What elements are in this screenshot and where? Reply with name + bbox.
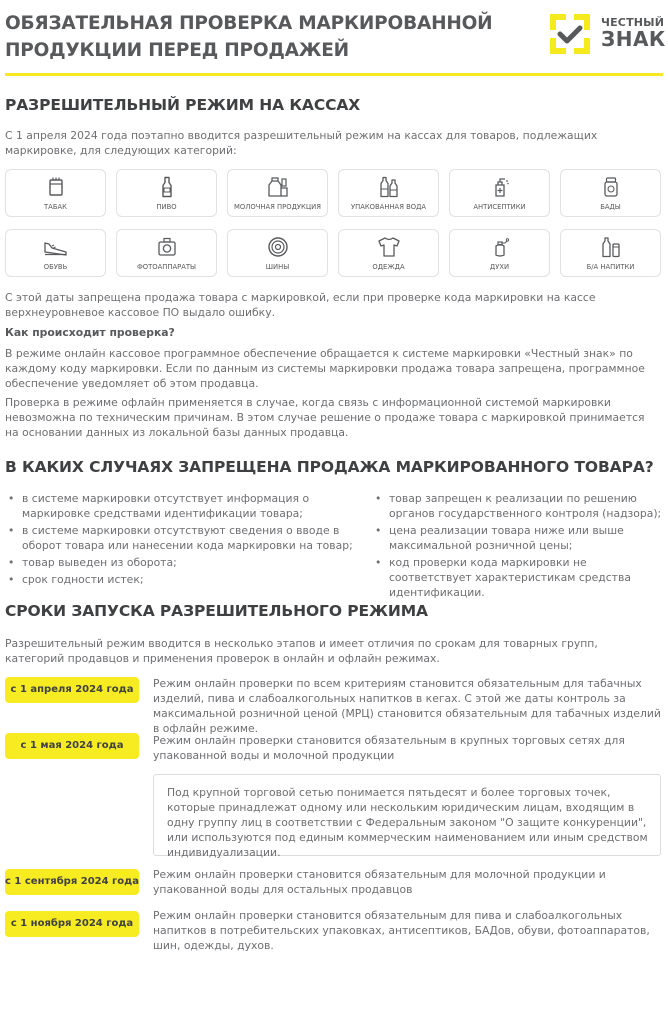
dairy-icon xyxy=(266,176,290,198)
list-item: • товар выведен из оборота; xyxy=(5,555,355,570)
stage-description: Режим онлайн проверки становится обязательным в крупных торговых сетях для упакованной воды и молочной продукции xyxy=(153,734,625,762)
category-label: ШИНЫ xyxy=(265,263,290,271)
section3-intro: Разрешительный режим вводится в несколько этапов и имеет отличия по срокам для товарных групп, категорий продавцов и применения проверок в онлайн и офлайн режимах. xyxy=(5,637,598,665)
category-card-dairy xyxy=(227,169,328,217)
tobacco-icon xyxy=(45,176,67,198)
list-item: • цена реализации товара ниже или выше максимальной розничной цены; xyxy=(372,523,662,553)
category-card-shoes xyxy=(5,229,106,277)
category-card-perfume xyxy=(449,229,550,277)
section1-prohibition-text: С этой даты запрещена продажа товара с маркировкой, если при проверке кода маркировки на кассе верхнеуровневое кассовое ПО выдало ошибку. xyxy=(5,291,596,319)
logo-text: ЧЕСТНЫЙ ЗНАК xyxy=(601,16,666,51)
section-heading-permissive-mode: РАЗРЕШИТЕЛЬНЫЙ РЕЖИМ НА КАССАХ xyxy=(5,96,361,114)
category-label: ОДЕЖДА xyxy=(372,263,405,271)
prohibited-cases-list-right xyxy=(372,491,662,602)
category-label: УПАКОВАННАЯ ВОДА xyxy=(350,203,427,211)
how-check-heading: Как происходит проверка? xyxy=(5,326,175,339)
list-item: • срок годности истек; xyxy=(5,572,355,587)
list-item: • в системе маркировки отсутствуют сведения о вводе в оборот товара или нанесении кода маркировки на товар; xyxy=(5,523,355,553)
category-card-clothes xyxy=(338,229,439,277)
category-label: Б/А НАПИТКИ xyxy=(586,263,635,271)
soft-drinks-icon xyxy=(599,236,623,258)
category-label: БАДЫ xyxy=(600,203,621,211)
category-card-antiseptic xyxy=(449,169,550,217)
clothes-icon xyxy=(377,236,401,258)
stage-date-badge: с 1 сентября 2024 года xyxy=(5,869,139,895)
category-card-beer xyxy=(116,169,217,217)
shoes-icon xyxy=(43,236,69,258)
header-divider xyxy=(5,73,663,76)
section-heading-launch-dates: СРОКИ ЗАПУСКА РАЗРЕШИТЕЛЬНОГО РЕЖИМА xyxy=(5,602,428,620)
category-card-supplements xyxy=(560,169,661,217)
stage-description: Режим онлайн проверки по всем критериям становится обязательным для табачных изделий, пива и слабоалкогольных напитков в кегах. С этой же даты контроль за максимальной розничной ценой (МРЦ) становится обязательным для табачных изделий в офлайн режиме. xyxy=(153,677,661,735)
category-card-tires xyxy=(227,229,328,277)
logo-mark-icon xyxy=(547,11,593,57)
category-card-water xyxy=(338,169,439,217)
online-check-text: В режиме онлайн кассовое программное обеспечение обращается к системе маркировки «Честный знак» по каждому коду маркировки. Если по данным из системы маркировки продажа товара запрещена, программное обеспечение уведомляет об этом продавца. xyxy=(5,347,645,390)
category-label: ТАБАК xyxy=(44,203,67,211)
stage-date-badge: с 1 апреля 2024 года xyxy=(5,677,139,703)
tire-icon xyxy=(267,236,289,258)
offline-check-text: Проверка в режиме офлайн применяется в случае, когда связь с информационной системой маркировки невозможна по техническим причинам. В этом случае решение о продаже товара с маркировкой принимается на основании данных из локальной базы данных продавца. xyxy=(5,396,645,439)
water-icon xyxy=(377,176,401,198)
category-card-soft-drinks xyxy=(560,229,661,277)
beer-icon xyxy=(156,176,178,198)
list-item: • в системе маркировки отсутствует информация о маркировке средствами идентификации товара; xyxy=(5,491,355,521)
stage-date-badge: с 1 мая 2024 года xyxy=(5,733,139,759)
antiseptic-icon xyxy=(489,176,511,198)
list-item: • товар запрещен к реализации по решению органов государственного контроля (надзора); xyxy=(372,491,662,521)
perfume-icon xyxy=(489,236,511,258)
chestny-znak-logo xyxy=(547,11,666,61)
category-card-camera xyxy=(116,229,217,277)
stage-description: Режим онлайн проверки становится обязательным для молочной продукции и упакованной воды для остальных продавцов xyxy=(153,868,606,896)
category-label: ПИВО xyxy=(156,203,177,211)
category-label: ДУХИ xyxy=(489,263,510,271)
page-title: ОБЯЗАТЕЛЬНАЯ ПРОВЕРКА МАРКИРОВАННОЙ ПРОДУКЦИИ ПЕРЕД ПРОДАЖЕЙ xyxy=(5,13,493,61)
stage-description: Режим онлайн проверки становится обязательным для пива и слабоалкогольных напитков в потребительских упаковках, антисептиков, БАДов, обуви, фотоаппаратов, шин, одежды, духов. xyxy=(153,909,650,952)
category-label: ОБУВЬ xyxy=(43,263,68,271)
category-card-tobacco xyxy=(5,169,106,217)
stage-date-badge: с 1 ноября 2024 года xyxy=(5,911,139,937)
section-heading-prohibited-cases: В КАКИХ СЛУЧАЯХ ЗАПРЕЩЕНА ПРОДАЖА МАРКИРОВАННОГО ТОВАРА? xyxy=(5,458,654,476)
large-chain-definition-note: Под крупной торговой сетью понимается пятьдесят и более торговых точек, которые принадлежат одному или нескольким юридическим лицам, входящим в одну группу лиц в соответствии с Федеральным законом "О защите конкуренции", или используются под единым коммерческим наименованием или иным средством индивидуализации. xyxy=(153,774,661,856)
prohibited-cases-list-left xyxy=(5,491,355,589)
page-header xyxy=(5,6,666,76)
category-grid xyxy=(5,169,660,277)
section1-intro: С 1 апреля 2024 года поэтапно вводится разрешительный режим на кассах для товаров, подлежащих маркировке, для следующих категорий: xyxy=(5,129,598,157)
list-item: • код проверки кода маркировки не соответствует характеристикам средства идентификации. xyxy=(372,555,662,600)
supplements-icon xyxy=(600,176,622,198)
category-label: МОЛОЧНАЯ ПРОДУКЦИЯ xyxy=(234,203,321,211)
camera-icon xyxy=(156,236,178,258)
category-label: ФОТОАППАРАТЫ xyxy=(136,263,197,271)
category-label: АНТИСЕПТИКИ xyxy=(473,203,526,211)
